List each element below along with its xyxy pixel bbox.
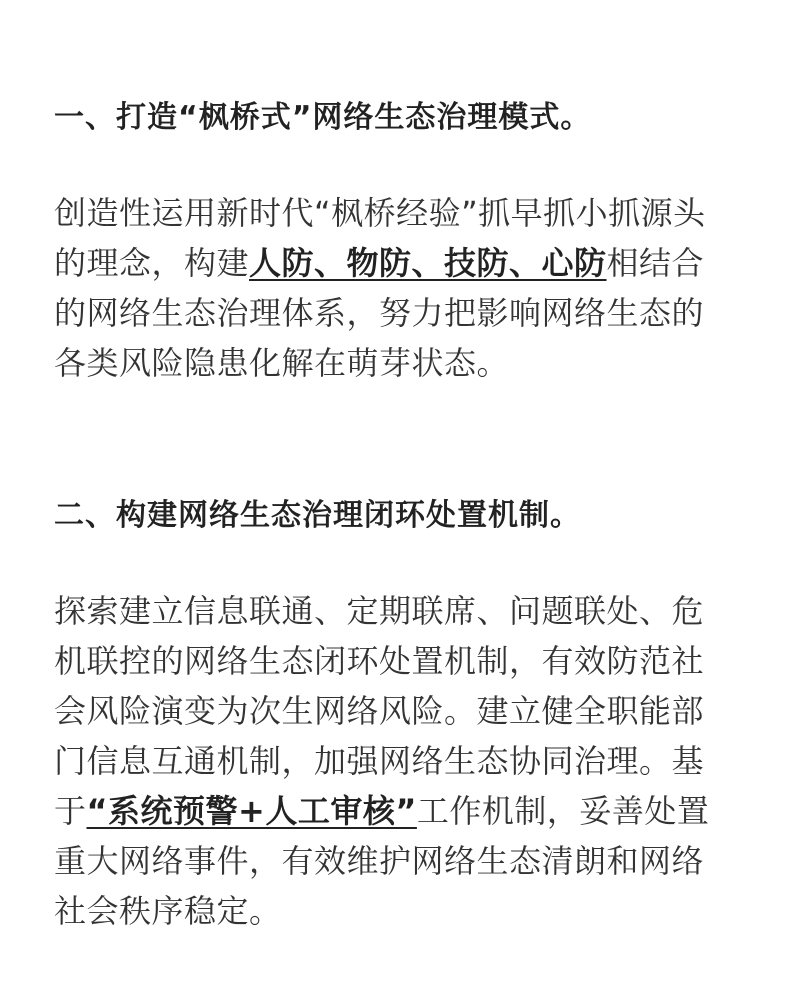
section-2-text-after: 工作机制，妥善处置重大网络事件，有效维护网络生态清朗和网络社会秩序稳定。: [54, 792, 710, 930]
section-1-paragraph: [54, 188, 730, 388]
section-2-emphasis: “系统预警+人工审核”: [86, 792, 417, 830]
section-1-heading: 一、打造“枫桥式”网络生态治理模式。: [54, 100, 592, 135]
section-2-text-before: 探索建立信息联通、定期联席、问题联处、危机联控的网络生态闭环处置机制，有效防范社会风险演变为次生网络风险。建立健全职能部门信息互通机制，加强网络生态协同治理。基于: [54, 592, 705, 830]
section-2-paragraph: [54, 586, 730, 936]
section-1-emphasis: 人防、物防、技防、心防: [249, 244, 607, 282]
section-1-text-before: 创造性运用新时代“枫桥经验”抓早抓小抓源头的理念，构建: [54, 194, 706, 282]
section-2-heading: 二、构建网络生态治理闭环处置机制。: [54, 498, 581, 533]
section-1-text-after: 相结合的网络生态治理体系，努力把影响网络生态的各类风险隐患化解在萌芽状态。: [54, 244, 705, 382]
